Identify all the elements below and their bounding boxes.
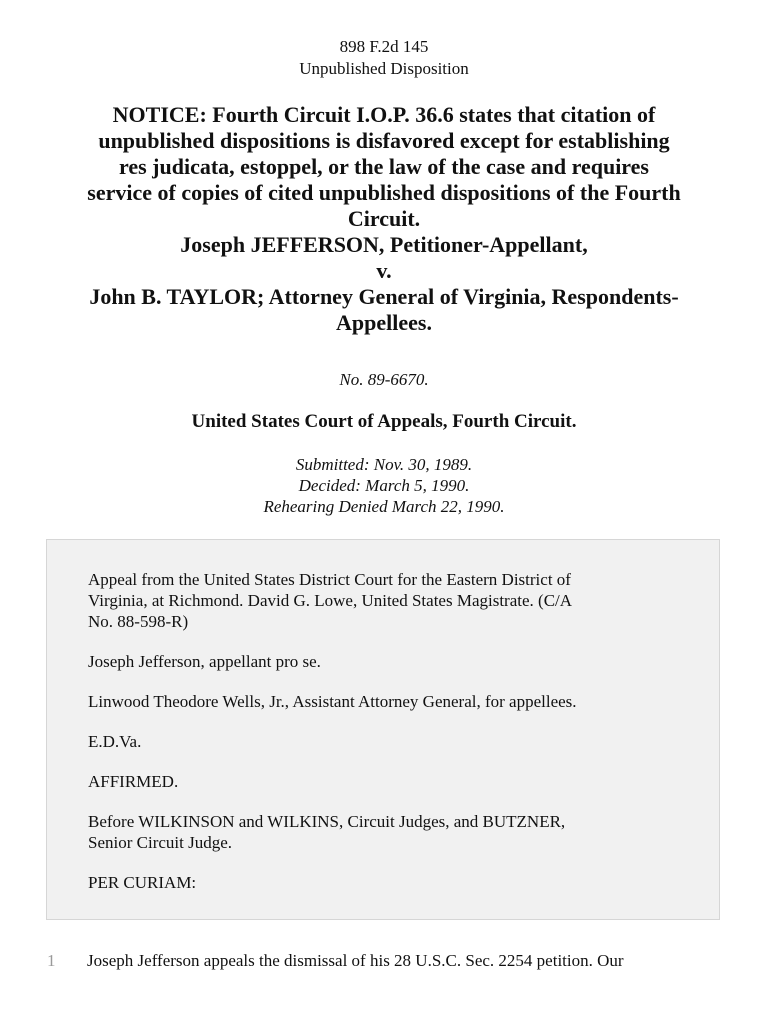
notice-line: NOTICE: Fourth Circuit I.O.P. 36.6 states that citation of (112, 102, 656, 127)
panel-judges (88, 811, 688, 853)
case-citation: 898 F.2d 145 (339, 37, 429, 56)
appellee-counsel: Linwood Theodore Wells, Jr., Assistant Attorney General, for appellees. (88, 692, 577, 711)
panel-line: Before WILKINSON and WILKINS, Circuit Judges, and BUTZNER, (88, 812, 566, 831)
appeal-line: No. 88-598-R) (88, 612, 189, 631)
per-curiam-label: PER CURIAM: (88, 873, 197, 892)
notice-line: service of copies of cited unpublished dispositions of the Fourth (87, 180, 681, 205)
appeal-line: Virginia, at Richmond. David G. Lowe, United States Magistrate. (C/A (88, 591, 573, 610)
district-abbrev: E.D.Va. (88, 732, 142, 751)
notice-line: res judicata, estoppel, or the law of the case and requires (118, 154, 649, 179)
paragraph-text: Joseph Jefferson appeals the dismissal of his 28 U.S.C. Sec. 2254 petition. Our (87, 951, 624, 970)
case-title-block (40, 102, 728, 336)
decided-date: Decided: March 5, 1990. (298, 476, 470, 495)
case-dates (0, 454, 768, 517)
case-summary-box (46, 539, 720, 920)
submitted-date: Submitted: Nov. 30, 1989. (295, 455, 473, 474)
disposition-result: AFFIRMED. (88, 772, 179, 791)
case-header (0, 36, 768, 80)
notice-line: Circuit. (347, 206, 421, 231)
panel-line: Senior Circuit Judge. (88, 833, 233, 852)
court-name: United States Court of Appeals, Fourth Circuit. (191, 411, 577, 432)
party-line: Joseph JEFFERSON, Petitioner-Appellant, (180, 232, 588, 257)
paragraph-number: 1 (47, 951, 56, 970)
party-line: Appellees. (336, 310, 432, 335)
rehearing-date: Rehearing Denied March 22, 1990. (263, 497, 505, 516)
case-summary-content (88, 569, 688, 912)
appeal-info (88, 569, 688, 632)
appeal-line: Appeal from the United States District Court for the Eastern District of (88, 570, 571, 589)
notice-line: unpublished dispositions is disfavored except for establishing (98, 128, 670, 153)
docket-number: No. 89-6670. (339, 370, 429, 389)
disposition-label: Unpublished Disposition (299, 59, 469, 78)
party-line: v. (376, 258, 392, 283)
appellant-counsel: Joseph Jefferson, appellant pro se. (88, 652, 321, 671)
party-line: John B. TAYLOR; Attorney General of Virginia, Respondents- (89, 284, 679, 309)
